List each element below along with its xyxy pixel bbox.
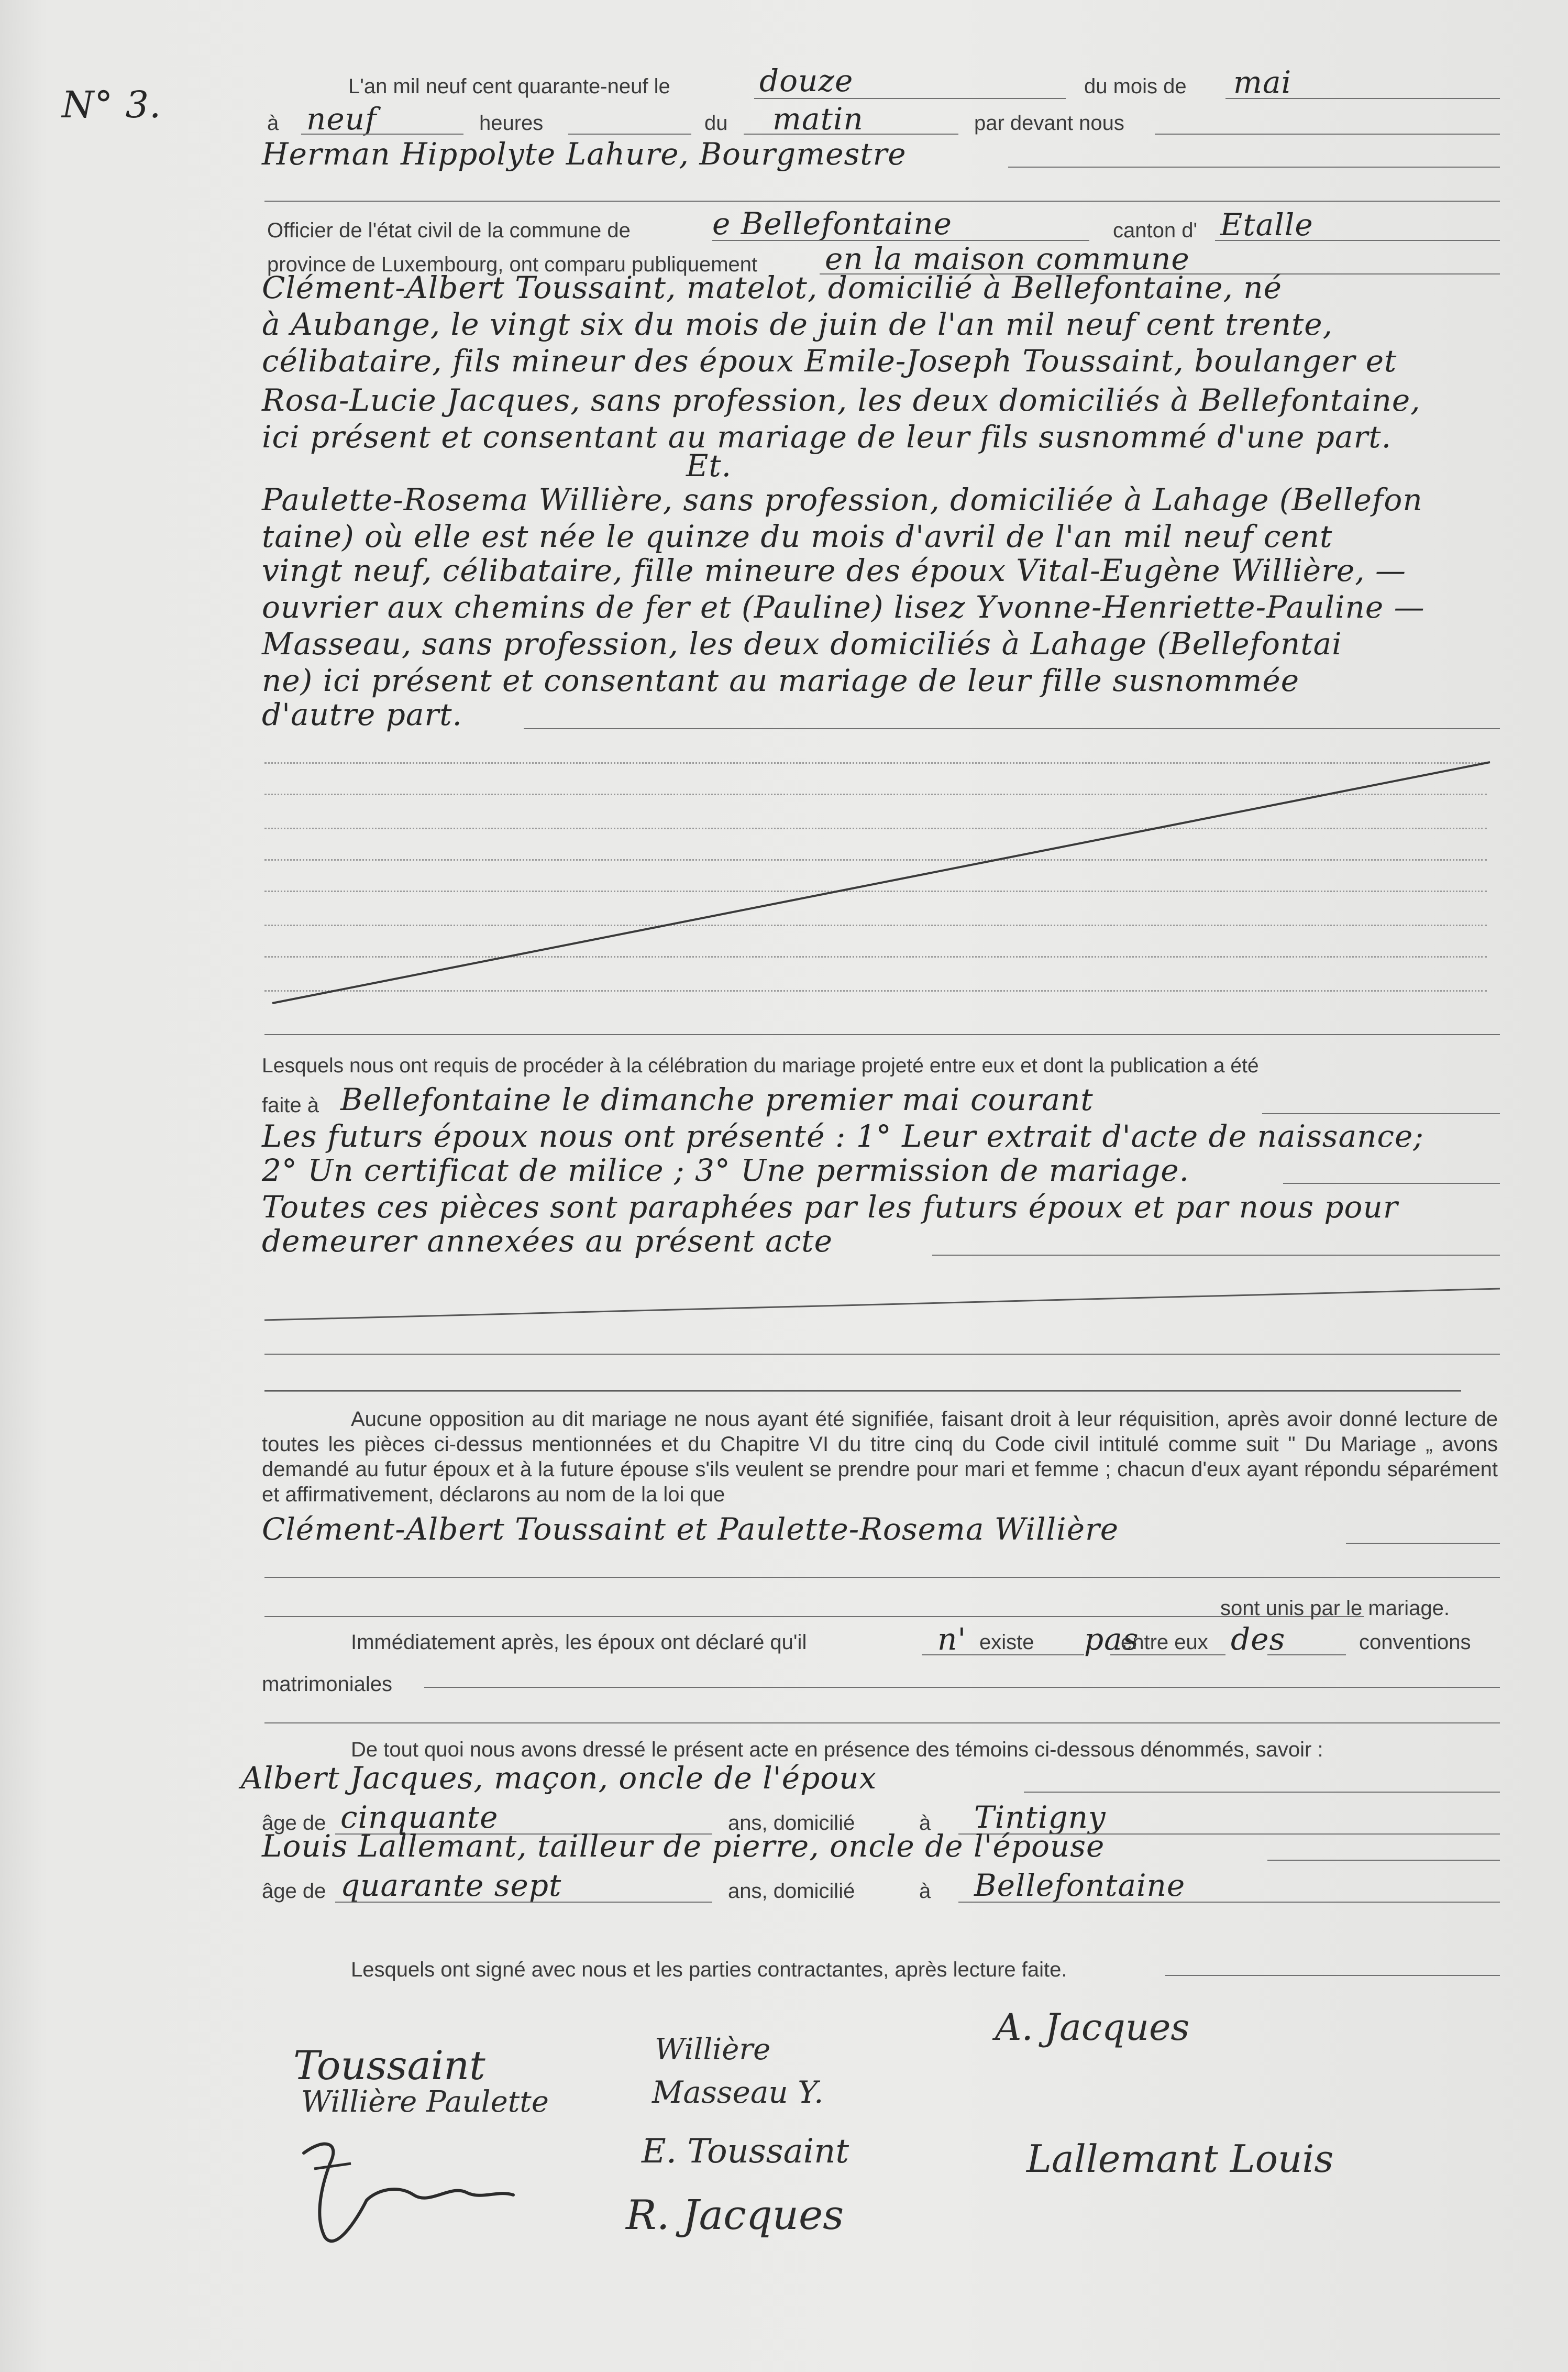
witnesses-intro: De tout quoi nous avons dressé le présent acte en présence des témoins ci-dessous dénommés, savoir :: [351, 1738, 1323, 1761]
civil-register-page: N° 3. L'an mil neuf cent quarante-neuf le douze du mois de mai à neuf heures du matin par devant nous Herman Hippolyte Lahure, Bourgmestre Officier de l'état civil de la commune de e Bellefontaine canton d' Etalle province de Luxembourg, ont comparu publiquement en la maison commune Clément-Albert Toussaint, matelot, domicilié à Bellefontaine, né à Aubange, le vingt six du mois de juin de l'an mil neuf cent trente, célibataire, fils mineur des époux Emile-Joseph Toussaint, boulanger et Rosa-Lucie Jacques, sans profession, les deux domiciliés à Bellefontaine, ici présent et consentant au mariage de leur fils susnommé d'une part. Et. Paulette-Rosema Willière, sans profession, domiciliée à Lahage (Bellefon taine) où elle est née le quinze du mois d'avril de l'an mil neuf cent vingt neuf, célibataire, fille mineure des époux Vital-Eugène Willière, — ouvrier aux chemins de fer et (Pauline) lisez Yvonne-Henriette-Pauline — Masseau, sans profession, les deux domiciliés à Lahage (Bellefontai ne) ici présent et consentant au mariage de leur fille susnommée d'autre part. Lesquels nous ont requis de procéder à la célébration du mariage projeté entre eux et dont la publication a été faite à Bellefontaine le dimanche premier mai courant Les futurs époux nous ont présenté : 1° Leur extrait d'acte de naissance; 2° Un certificat de milice ; 3° Une permission de mariage. Toutes ces pièces sont paraphées par les futurs époux et par nous pour demeurer annexées au présent acte Aucune opposition au dit mariage ne nous ayant été signifiée, faisant droit à leur réquisition, après avoir donné lecture de toutes les pièces ci-dessus mentionnées et du Chapitre VI du titre cinq du Code civil intitulé comme suit " Du Mariage „ avons demandé au futur époux et à la future épouse s'ils veulent se prendre pour mari et femme ; chacun d'eux ayant répondu séparément et affirmativement, déclarons au nom de la loi que Clément-Albert Toussaint et Paulette-Rosema Willière sont unis par le mariage. Immédiatement après, les époux ont déclaré qu'il n' existe pas entre eux des conventions matrimoniales De tout quoi nous avons dressé le présent acte en présence des témoins ci-dessous dénommés, savoir : Albert Jacques, maçon, oncle de l'époux âge de cinquante ans, domicilié à Tintigny Louis Lallemant, tailleur de pierre, oncle de l'épouse âge de quarante sept ans, domicilié à Bellefontaine Lesquels ont signé avec nous et les parties contractantes, après lecture faite. Toussaint Willière Paulette Willière Masseau Y. A. Jacques E. Toussaint Lallemant Louis R. Jacques: [0, 0, 1568, 2372]
signature-a-jacques: A. Jacques: [995, 2006, 1190, 2049]
groom-line-3: célibataire, fils mineur des époux Emile-Joseph Toussaint, boulanger et: [262, 343, 1397, 379]
unis-label: sont unis par le mariage.: [1220, 1597, 1450, 1620]
spouses-names: Clément-Albert Toussaint et Paulette-Rosema Willière: [262, 1511, 1119, 1547]
witness2-age: quarante sept: [340, 1868, 562, 1903]
docs-line-1: Les futurs époux nous ont présenté : 1° Leur extrait d'acte de naissance;: [262, 1118, 1424, 1154]
groom-line-5: ici présent et consentant au mariage de leur fils susnommé d'une part.: [262, 419, 1392, 455]
docs-line-4: demeurer annexées au présent acte: [262, 1223, 833, 1259]
bride-line-5: Masseau, sans profession, les deux domiciliés à Lahage (Bellefontai: [262, 626, 1342, 662]
commune-value: e Bellefontaine: [712, 206, 952, 241]
docs-line-2: 2° Un certificat de milice ; 3° Une permission de mariage.: [262, 1152, 1190, 1188]
period-value: matin: [772, 101, 864, 137]
place-value: en la maison commune: [825, 241, 1190, 277]
opposition-paragraph: Aucune opposition au dit mariage ne nous ayant été signifiée, faisant droit à leur réquisition, après avoir donné lecture de toutes les pièces ci-dessus mentionnées et du Chapitre VI du titre cinq du Code civil intitulé comme suit " Du Mariage „ avons demandé au futur époux et à la future épouse s'ils veulent se prendre pour mari et femme ; chacun d'eux ayant répondu séparément et affirmativement, déclarons au nom de la loi que: [262, 1408, 1498, 1506]
act-number: N° 3.: [62, 83, 162, 126]
et-separator: Et.: [686, 448, 732, 484]
signed-statement: Lesquels ont signé avec nous et les parties contractantes, après lecture faite.: [351, 1958, 1067, 1981]
docs-line-3: Toutes ces pièces sont paraphées par les futurs époux et par nous pour: [262, 1189, 1398, 1225]
witness2-place: Bellefontaine: [974, 1868, 1186, 1903]
groom-line-2: à Aubange, le vingt six du mois de juin de l'an mil neuf cent trente,: [262, 306, 1333, 342]
witness1-age: cinquante: [340, 1799, 499, 1835]
signature-williere: Willière: [655, 2033, 771, 2067]
groom-line-1: Clément-Albert Toussaint, matelot, domicilié à Bellefontaine, né: [262, 270, 1282, 305]
bride-line-6: ne) ici présent et consentant au mariage de leur fille susnommée: [262, 663, 1300, 698]
bride-line-2: taine) où elle est née le quinze du mois d'avril de l'an mil neuf cent: [262, 519, 1333, 554]
day-value: douze: [759, 63, 854, 98]
signature-e-toussaint: E. Toussaint: [642, 2132, 849, 2171]
bride-line-4: ouvrier aux chemins de fer et (Pauline) lisez Yvonne-Henriette-Pauline —: [262, 589, 1425, 625]
witness1-name: Albert Jacques, maçon, oncle de l'époux: [241, 1760, 877, 1796]
month-value: mai: [1233, 64, 1292, 100]
hour-value: neuf: [306, 101, 377, 137]
bride-line-1: Paulette-Rosema Willière, sans profession, domiciliée à Lahage (Bellefon: [262, 482, 1423, 518]
groom-line-4: Rosa-Lucie Jacques, sans profession, les deux domiciliés à Bellefontaine,: [262, 382, 1421, 418]
signature-lallemant-louis: Lallemant Louis: [1026, 2137, 1334, 2181]
mayor-paraph-signature: [293, 2132, 534, 2253]
signature-masseau: Masseau Y.: [652, 2074, 824, 2110]
witness1-place: Tintigny: [974, 1799, 1106, 1835]
signature-toussaint: Toussaint: [293, 2042, 485, 2089]
canton-value: Etalle: [1220, 207, 1313, 243]
bride-line-7: d'autre part.: [262, 697, 462, 732]
officer-name: Herman Hippolyte Lahure, Bourgmestre: [262, 136, 907, 172]
signature-williere-paulette: Willière Paulette: [301, 2085, 549, 2119]
signature-r-jacques: R. Jacques: [626, 2192, 844, 2239]
line1-month-label: du mois de: [1084, 75, 1187, 98]
witness2-name: Louis Lallemant, tailleur de pierre, oncle de l'épouse: [262, 1828, 1105, 1864]
bride-line-3: vingt neuf, célibataire, fille mineure des époux Vital-Eugène Willière, —: [262, 553, 1407, 588]
publication-value: Bellefontaine le dimanche premier mai courant: [340, 1082, 1094, 1117]
line1-prefix: L'an mil neuf cent quarante-neuf le: [348, 75, 670, 98]
requis-line: Lesquels nous ont requis de procéder à la célébration du mariage projeté entre eux et dont la publication a été: [262, 1055, 1259, 1077]
